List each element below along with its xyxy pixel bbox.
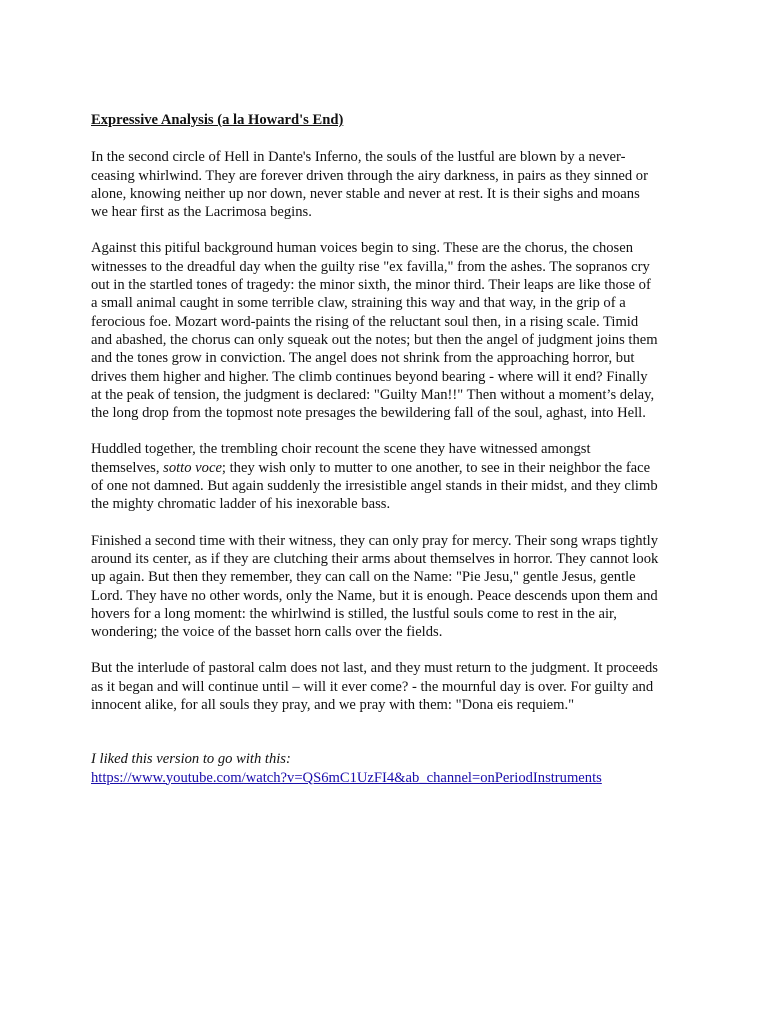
text-line: drives them higher and higher. The climb continues beyond bearing - where will it end? Finally [91,368,648,385]
paragraph [91,440,681,513]
text-line: Lord. They have no other words, only the Name, but it is enough. Peace descends upon them and [91,587,658,604]
text-line: Huddled together, the trembling choir recount the scene they have witnessed amongst [91,441,591,458]
text-line: a small animal caught in some terrible claw, straining this way and that way, in the grip of a [91,295,626,312]
text-line: out in the startled tones of tragedy: the minor sixth, the minor third. Their leaps are like those of [91,277,651,294]
video-link[interactable]: https://www.youtube.com/watch?v=QS6mC1UzFI4&ab_channel=onPeriodInstruments [91,769,602,786]
document-footer [91,750,681,787]
text-line: we hear first as the Lacrimosa begins. [91,204,312,221]
text-line: alone, knowing neither up nor down, never stable and never at rest. It is their sighs and moans [91,185,640,202]
text-line: and the tones grow in conviction. The angel does not shrink from the approaching horror, but [91,350,635,367]
italic-phrase: sotto voce [163,459,222,476]
text-line: around its center, as if they are clutching their arms about themselves in horror. They cannot look [91,550,659,567]
text-line: up again. But then they remember, they can call on the Name: "Pie Jesu," gentle Jesus, gentle [91,569,636,586]
text-line: Against this pitiful background human voices begin to sing. These are the chorus, the chosen [91,240,634,257]
text-line: the mighty chromatic ladder of his inexorable bass. [91,496,391,513]
closing-note: I liked this version to go with this: [91,751,291,768]
text-line: ferocious foe. Mozart word-paints the rising of the reluctant soul then, in a rising scale. Timid [91,313,639,330]
text-line: at the peak of tension, the judgment is declared: "Guilty Man!!" Then without a moment’s delay, [91,386,655,403]
text-line: Finished a second time with their witness, they can only pray for mercy. Their song wraps tightly [91,532,659,549]
text-line: But the interlude of pastoral calm does not last, and they must return to the judgment. It proceeds [91,660,658,677]
text-line: hovers for a long moment: the whirlwind is stilled, the lustful souls come to rest in the air, [91,605,617,622]
text-line: In the second circle of Hell in Dante's Inferno, the souls of the lustful are blown by a never- [91,149,626,166]
text-line: as it began and will continue until – will it ever come? - the mournful day is over. For guilty and [91,678,654,695]
paragraph [91,532,681,642]
text-line: the long drop from the topmost note presages the bewildering fall of the soul, aghast, into Hell. [91,405,646,422]
document-title: Expressive Analysis (a la Howard's End) [91,112,344,128]
text-line: ceasing whirlwind. They are forever driven through the airy darkness, in pairs as they sinned or [91,167,648,184]
text-line: and abashed, the chorus can only squeak out the notes; but then the angel of judgment joins them [91,331,658,348]
text-line: innocent alike, for all souls they pray, and we pray with them: "Dona eis requiem." [91,697,575,714]
paragraph [91,659,681,714]
text-line: of one not damned. But again suddenly the irresistible angel stands in their midst, and they climb [91,478,658,495]
paragraph [91,239,681,422]
document-page [91,111,681,787]
text-line: themselves, sotto voce; they wish only to mutter to one another, to see in their neighbor the face [91,459,651,476]
document-body [91,148,681,714]
text-line: wondering; the voice of the basset horn calls over the fields. [91,624,443,641]
text-line: witnesses to the dreadful day when the guilty rise "ex favilla," from the ashes. The sopranos cry [91,258,650,275]
paragraph [91,148,681,221]
